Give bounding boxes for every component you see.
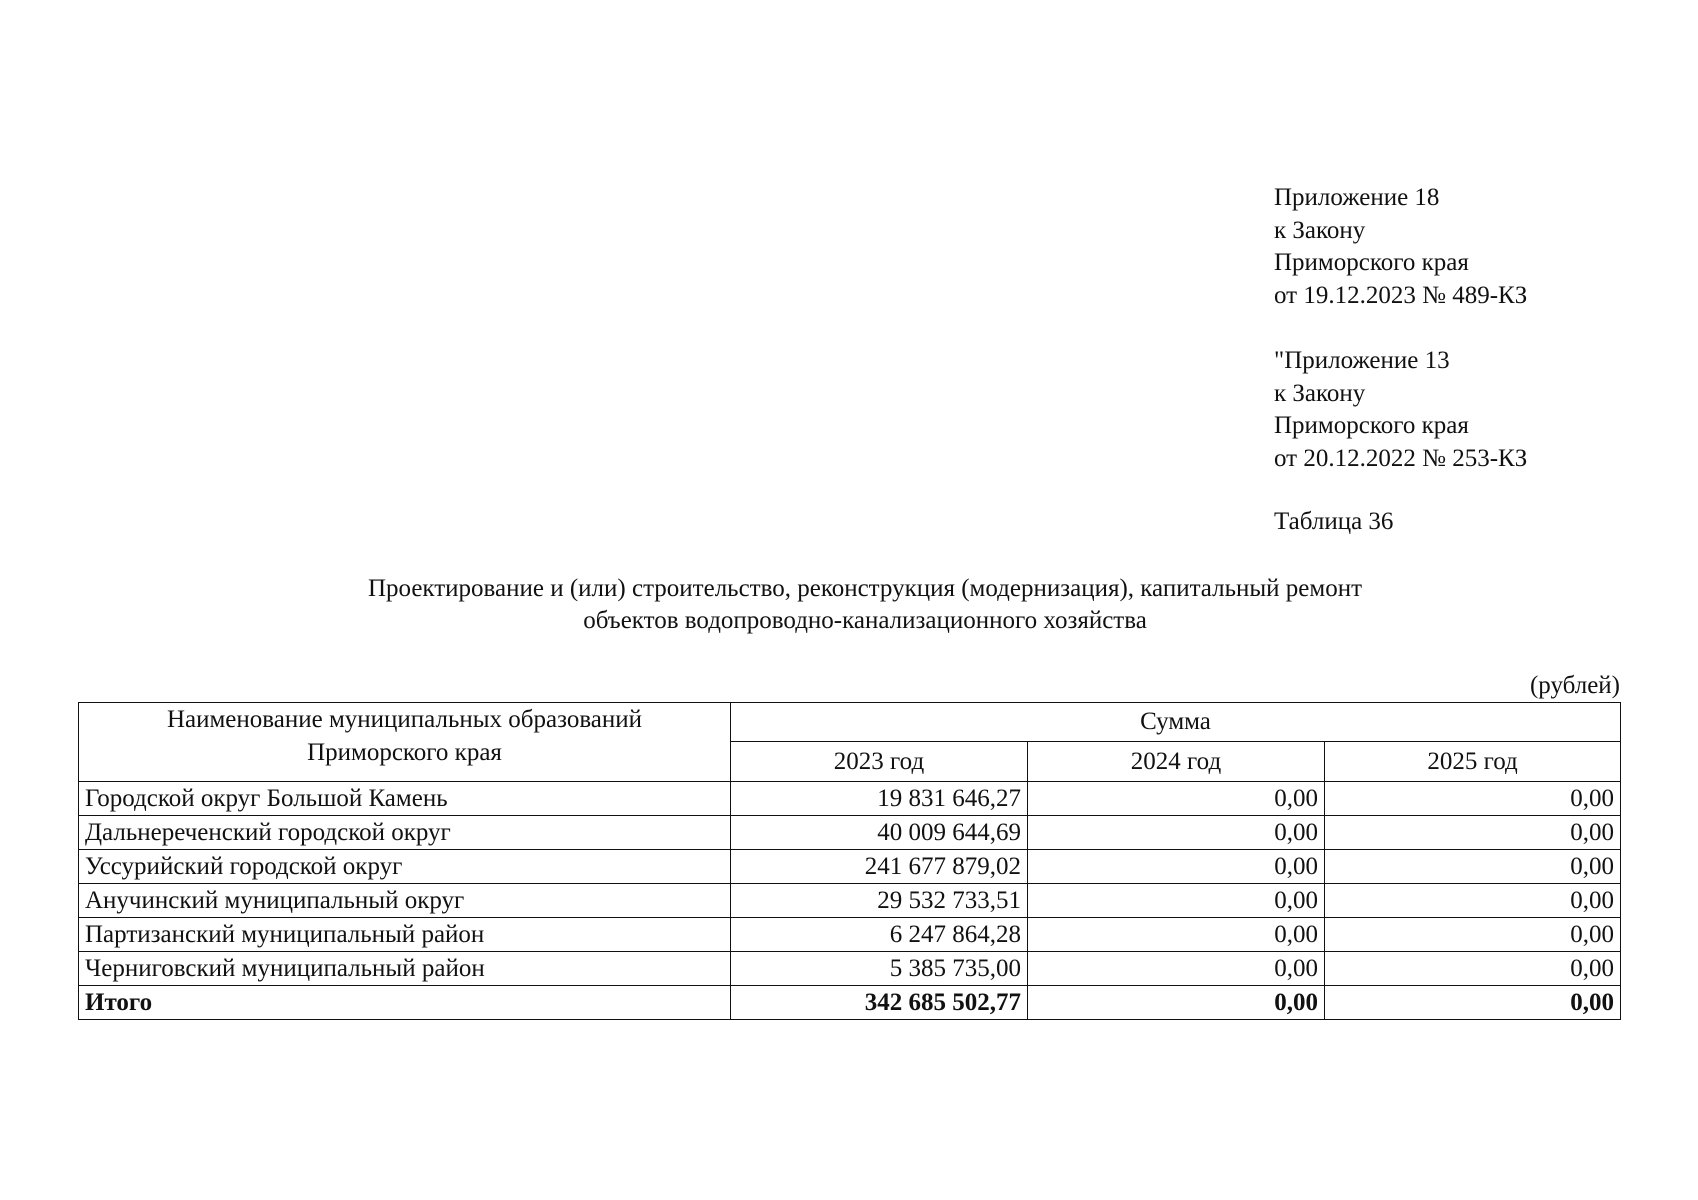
total-2023: 342 685 502,77 [731, 986, 1028, 1020]
table-row [79, 918, 1621, 952]
annex-current-line: от 19.12.2023 № 489-КЗ [1274, 281, 1528, 309]
table-row [79, 816, 1621, 850]
header-year-2023: 2023 год [731, 742, 1028, 782]
budget-table [78, 702, 1621, 1020]
header-municipality [79, 703, 731, 782]
table-row [79, 782, 1621, 816]
municipality-name: Анучинский муниципальный округ [79, 884, 731, 918]
municipality-name: Черниговский муниципальный район [79, 952, 731, 986]
annex-current-header [1274, 182, 1527, 312]
table-row [79, 850, 1621, 884]
amount-2023: 29 532 733,51 [731, 884, 1028, 918]
municipality-name: Дальнереченский городской округ [79, 816, 731, 850]
table-row [79, 952, 1621, 986]
header-municipality-line-1: Наименование муниципальных образований [166, 706, 643, 733]
amount-2024: 0,00 [1028, 952, 1325, 986]
annex-previous-line: к Закону [1274, 379, 1366, 407]
annex-current-line: к Закону [1274, 216, 1366, 244]
annex-previous-line: Приморского края [1274, 412, 1469, 439]
amount-2023: 5 385 735,00 [731, 952, 1028, 986]
document-title [200, 573, 1530, 637]
header-municipality-line-2: Приморского края [307, 739, 502, 766]
amount-2025: 0,00 [1325, 850, 1621, 884]
amount-2023: 19 831 646,27 [731, 782, 1028, 816]
table-row [79, 884, 1621, 918]
amount-2024: 0,00 [1028, 816, 1325, 850]
amount-2025: 0,00 [1325, 816, 1621, 850]
amount-2023: 241 677 879,02 [731, 850, 1028, 884]
total-label: Итого [79, 986, 731, 1020]
amount-2024: 0,00 [1028, 918, 1325, 952]
unit-label: (рублей) [1529, 672, 1620, 699]
amount-2024: 0,00 [1028, 850, 1325, 884]
amount-2023: 6 247 864,28 [731, 918, 1028, 952]
header-sum: Сумма [731, 703, 1621, 742]
annex-previous-header [1274, 345, 1527, 475]
header-year-2025: 2025 год [1325, 742, 1621, 782]
amount-2025: 0,00 [1325, 884, 1621, 918]
amount-2025: 0,00 [1325, 918, 1621, 952]
header-year-2024: 2024 год [1028, 742, 1325, 782]
title-line-1: Проектирование и (или) строительство, реконструкция (модернизация), капитальный ремонт [367, 575, 1363, 602]
total-2024: 0,00 [1028, 986, 1325, 1020]
amount-2024: 0,00 [1028, 782, 1325, 816]
annex-current-line: Приморского края [1274, 249, 1469, 276]
total-row [79, 986, 1621, 1020]
municipality-name: Партизанский муниципальный район [79, 918, 731, 952]
title-line-2: объектов водопроводно-канализационного хозяйства [583, 607, 1147, 634]
amount-2025: 0,00 [1325, 952, 1621, 986]
annex-previous-line: "Приложение 13 [1274, 347, 1450, 374]
total-2025: 0,00 [1325, 986, 1621, 1020]
annex-previous-line: от 20.12.2022 № 253-КЗ [1274, 444, 1528, 472]
table-number: Таблица 36 [1274, 508, 1394, 535]
municipality-name: Городской округ Большой Камень [79, 782, 731, 816]
amount-2025: 0,00 [1325, 782, 1621, 816]
municipality-name: Уссурийский городской округ [79, 850, 731, 884]
amount-2024: 0,00 [1028, 884, 1325, 918]
amount-2023: 40 009 644,69 [731, 816, 1028, 850]
annex-current-line: Приложение 18 [1274, 184, 1440, 211]
